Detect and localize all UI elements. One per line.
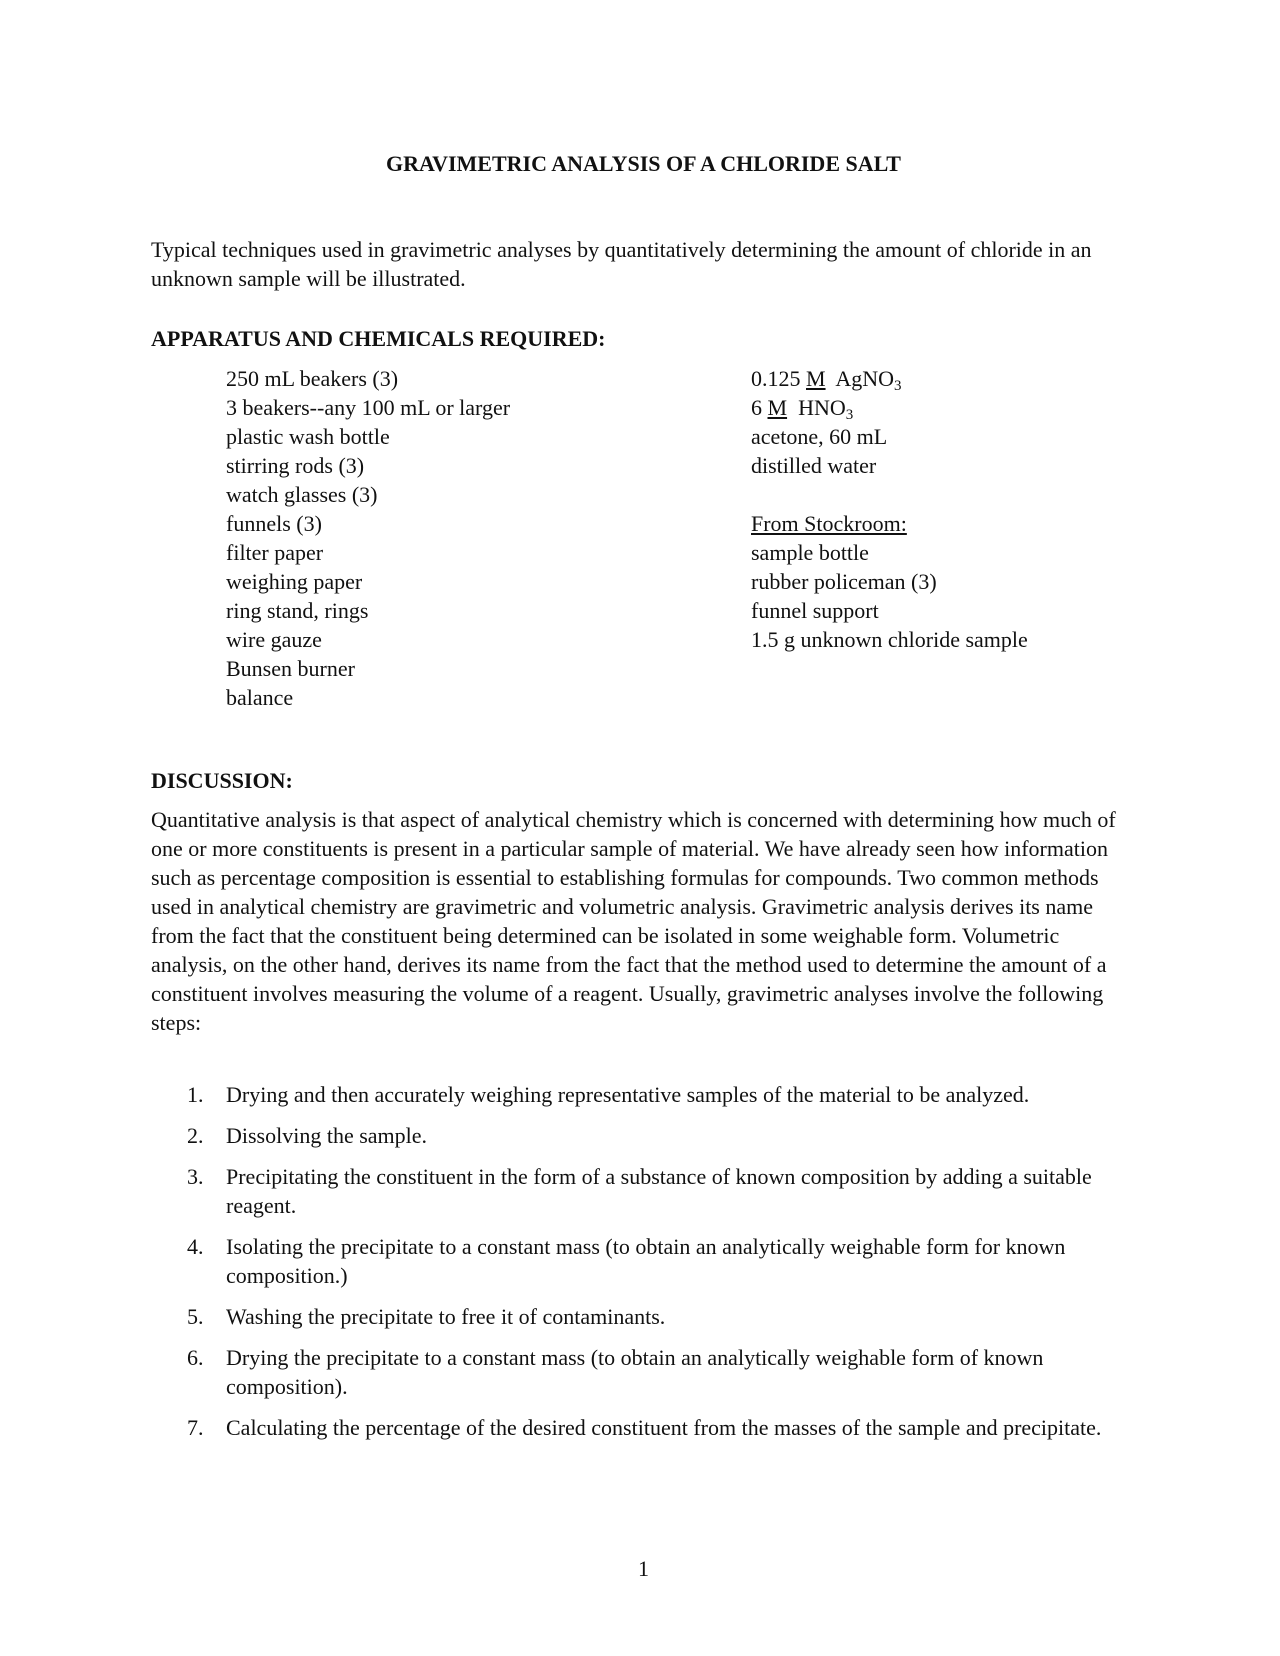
step-item xyxy=(151,1121,1136,1150)
apparatus-item: 3 beakers--any 100 mL or larger xyxy=(226,395,511,420)
list-spacer xyxy=(751,480,1028,509)
step-text: Dissolving the sample. xyxy=(226,1123,428,1148)
step-text: Precipitating the constituent in the form of a substance of known composition by adding a suitable reagent. xyxy=(226,1164,1092,1218)
hno3-formula: HNO xyxy=(798,395,846,420)
chemical-agno3 xyxy=(751,364,1028,393)
step-item xyxy=(151,1162,1136,1220)
stockroom-item: rubber policeman (3) xyxy=(751,569,937,594)
apparatus-item: watch glasses (3) xyxy=(226,482,378,507)
stockroom-item: funnel support xyxy=(751,598,879,623)
step-text: Isolating the precipitate to a constant mass (to obtain an analytically weighable form for known composition.) xyxy=(226,1234,1066,1288)
steps-list xyxy=(151,1080,1136,1454)
hno3-subscript: 3 xyxy=(845,407,854,423)
intro-paragraph: Typical techniques used in gravimetric analyses by quantitatively determining the amount of chloride in an unknown sample will be illustrated. xyxy=(151,237,1092,291)
chemicals-list xyxy=(751,364,1028,654)
apparatus-item: Bunsen burner xyxy=(226,656,355,681)
apparatus-item: 250 mL beakers (3) xyxy=(226,366,399,391)
agno3-amount: 0.125 xyxy=(751,366,801,391)
apparatus-heading: APPARATUS AND CHEMICALS REQUIRED: xyxy=(151,326,606,351)
document-title: GRAVIMETRIC ANALYSIS OF A CHLORIDE SALT xyxy=(386,151,901,176)
hno3-unit: M xyxy=(767,395,788,420)
chemical-item: distilled water xyxy=(751,453,877,478)
apparatus-item: balance xyxy=(226,685,294,710)
step-number: 1. xyxy=(187,1082,204,1107)
step-text: Drying and then accurately weighing representative samples of the material to be analyzed. xyxy=(226,1082,1030,1107)
step-number: 3. xyxy=(187,1164,204,1189)
chemical-item: acetone, 60 mL xyxy=(751,424,888,449)
step-item xyxy=(151,1080,1136,1109)
apparatus-item: filter paper xyxy=(226,540,324,565)
step-item xyxy=(151,1343,1136,1401)
stockroom-heading: From Stockroom: xyxy=(751,511,907,536)
step-item xyxy=(151,1232,1136,1290)
apparatus-list xyxy=(226,364,510,712)
step-number: 5. xyxy=(187,1304,204,1329)
discussion-paragraph: Quantitative analysis is that aspect of analytical chemistry which is concerned with determining how much of one or more constituents is present in a particular sample of material. We have already seen how information such as percentage composition is essential to establishing formulas for compounds. Two common methods used in analytical chemistry are gravimetric and volumetric analysis. Gravimetric analysis derives its name from the fact that the constituent being determined can be isolated in some weighable form. Volumetric analysis, on the other hand, derives its name from the fact that the method used to determine the amount of a constituent involves measuring the volume of a reagent. Usually, gravimetric analyses involve the following steps: xyxy=(151,807,1116,1035)
stockroom-item: 1.5 g unknown chloride sample xyxy=(751,627,1028,652)
document-page xyxy=(151,0,1136,1656)
agno3-subscript: 3 xyxy=(894,378,902,394)
apparatus-item: wire gauze xyxy=(226,627,322,652)
step-number: 6. xyxy=(187,1345,204,1370)
step-text: Calculating the percentage of the desired constituent from the masses of the sample and precipitate. xyxy=(226,1415,1102,1440)
apparatus-item: stirring rods (3) xyxy=(226,453,365,478)
discussion-heading: DISCUSSION: xyxy=(151,768,293,793)
agno3-formula: AgNO xyxy=(835,366,895,391)
step-number: 4. xyxy=(187,1234,204,1259)
step-item xyxy=(151,1302,1136,1331)
step-item xyxy=(151,1413,1136,1442)
apparatus-item: ring stand, rings xyxy=(226,598,369,623)
chemical-hno3 xyxy=(751,393,1028,422)
page-number: 1 xyxy=(638,1556,649,1581)
apparatus-item: funnels (3) xyxy=(226,511,322,536)
apparatus-item: plastic wash bottle xyxy=(226,424,390,449)
step-text: Washing the precipitate to free it of contaminants. xyxy=(226,1304,666,1329)
apparatus-item: weighing paper xyxy=(226,569,363,594)
step-number: 2. xyxy=(187,1123,204,1148)
step-number: 7. xyxy=(187,1415,204,1440)
agno3-unit: M xyxy=(806,366,826,391)
step-text: Drying the precipitate to a constant mass (to obtain an analytically weighable form of known composition). xyxy=(226,1345,1044,1399)
stockroom-item: sample bottle xyxy=(751,540,869,565)
hno3-amount: 6 xyxy=(751,395,762,420)
